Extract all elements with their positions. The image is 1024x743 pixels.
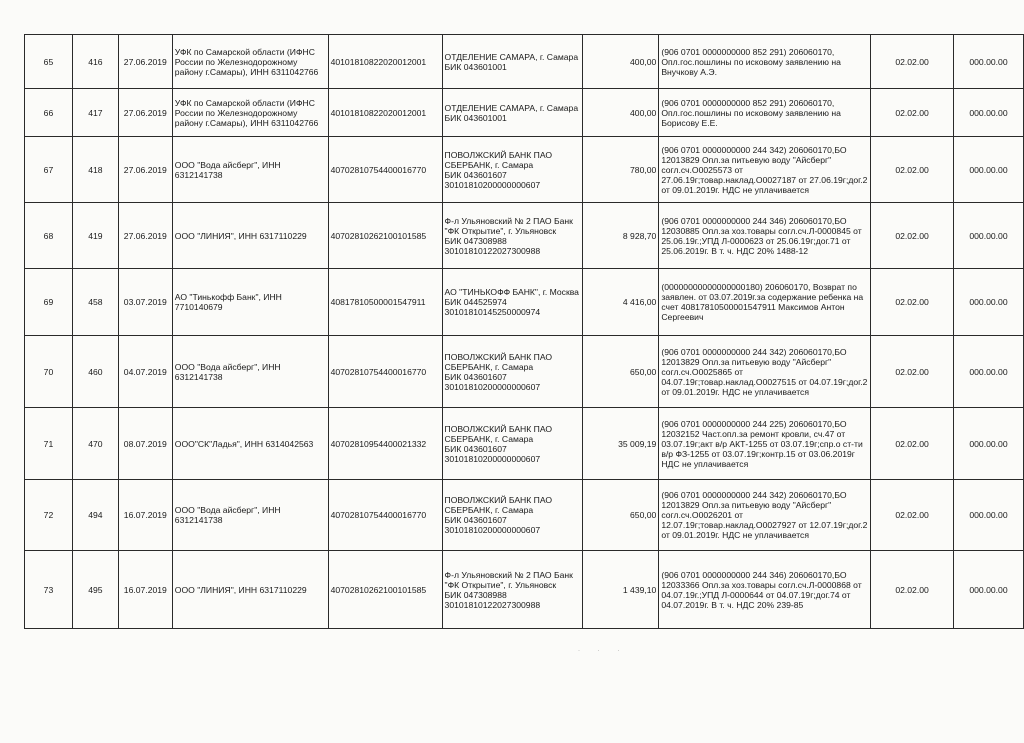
document-number: 470 — [72, 408, 118, 480]
payee-name: ООО "Вода айсберг", ИНН 6312141738 — [172, 137, 328, 203]
account-number: 40702810754400016770 — [328, 480, 442, 551]
classification-code: 02.02.00 — [871, 89, 954, 137]
payment-purpose: (906 0701 0000000000 244 225) 206060170,БО 12032152 Част.опл.за ремонт кровли, сч.47 от 03.07.19г;акт в/р АКТ-1255 от 03.07.19г;спр.о ст-ти в/р ФЗ-1255 от 03.07.19г;контр.15 от 03.06.2019г НДС не уплачивается — [659, 408, 871, 480]
classification-code: 02.02.00 — [871, 480, 954, 551]
payee-name: ООО"СК"Ладья", ИНН 6314042563 — [172, 408, 328, 480]
row-number: 69 — [25, 269, 73, 336]
row-number: 65 — [25, 35, 73, 89]
payment-date: 08.07.2019 — [118, 408, 172, 480]
payment-purpose: (906 0701 0000000000 244 342) 206060170,БО 12013829 Опл.за питьевую воду "Айсберг" согл.сч.О0026201 от 12.07.19г;товар.наклад.О0027927 от 12.07.19г;дог.2 от 09.01.2019г. НДС не уплачивается — [659, 480, 871, 551]
document-number: 419 — [72, 203, 118, 269]
bank-details: ПОВОЛЖСКИЙ БАНК ПАО СБЕРБАНК, г. Самара БИК 043601607 30101810200000000607 — [442, 336, 583, 408]
account-number: 40702810754400016770 — [328, 137, 442, 203]
account-number: 40702810262100101585 — [328, 203, 442, 269]
payment-amount: 1 439,10 — [583, 551, 659, 629]
table-row — [25, 480, 1024, 551]
bank-details: АО "ТИНЬКОФФ БАНК", г. Москва БИК 044525974 30101810145250000974 — [442, 269, 583, 336]
subcode: 000.00.00 — [954, 269, 1024, 336]
table-row — [25, 336, 1024, 408]
payment-amount: 35 009,19 — [583, 408, 659, 480]
table-row — [25, 137, 1024, 203]
payee-name: ООО "ЛИНИЯ", ИНН 6317110229 — [172, 551, 328, 629]
payment-amount: 8 928,70 — [583, 203, 659, 269]
payment-purpose: (906 0701 0000000000 852 291) 206060170, Опл.гос.пошлины по исковому заявлению на Борисову Е.Е. — [659, 89, 871, 137]
table-row — [25, 203, 1024, 269]
payment-purpose: (906 0701 0000000000 244 342) 206060170,БО 12013829 Опл.за питьевую воду "Айсберг" согл.сч.О0025573 от 27.06.19г;товар.наклад.О0027187 от 27.06.19г;дог.2 от 09.01.2019г. НДС не уплачивается — [659, 137, 871, 203]
document-number: 494 — [72, 480, 118, 551]
account-number: 40101810822020012001 — [328, 89, 442, 137]
subcode: 000.00.00 — [954, 89, 1024, 137]
document-number: 495 — [72, 551, 118, 629]
bank-details: ПОВОЛЖСКИЙ БАНК ПАО СБЕРБАНК, г. Самара БИК 043601607 30101810200000000607 — [442, 480, 583, 551]
payee-name: АО "Тинькофф Банк", ИНН 7710140679 — [172, 269, 328, 336]
bank-details: Ф-л Ульяновский № 2 ПАО Банк "ФК Открытие", г. Ульяновск БИК 047308988 30101810122027300988 — [442, 551, 583, 629]
account-number: 40817810500001547911 — [328, 269, 442, 336]
row-number: 72 — [25, 480, 73, 551]
payment-date: 04.07.2019 — [118, 336, 172, 408]
row-number: 71 — [25, 408, 73, 480]
payee-name: УФК по Самарской области (ИФНС России по Железнодорожному району г.Самары), ИНН 6311042766 — [172, 89, 328, 137]
account-number: 40702810262100101585 — [328, 551, 442, 629]
subcode: 000.00.00 — [954, 551, 1024, 629]
payee-name: УФК по Самарской области (ИФНС России по Железнодорожному району г.Самары), ИНН 6311042766 — [172, 35, 328, 89]
bank-details: ПОВОЛЖСКИЙ БАНК ПАО СБЕРБАНК, г. Самара БИК 043601607 30101810200000000607 — [442, 408, 583, 480]
subcode: 000.00.00 — [954, 336, 1024, 408]
payment-date: 03.07.2019 — [118, 269, 172, 336]
bank-details: ОТДЕЛЕНИЕ САМАРА, г. Самара БИК 043601001 — [442, 35, 583, 89]
payee-name: ООО "ЛИНИЯ", ИНН 6317110229 — [172, 203, 328, 269]
classification-code: 02.02.00 — [871, 35, 954, 89]
classification-code: 02.02.00 — [871, 203, 954, 269]
payment-date: 27.06.2019 — [118, 203, 172, 269]
table-row — [25, 551, 1024, 629]
payment-date: 16.07.2019 — [118, 551, 172, 629]
payment-date: 27.06.2019 — [118, 137, 172, 203]
payment-purpose: (906 0701 0000000000 244 346) 206060170,БО 12033366 Опл.за хоз.товары согл.сч.Л-0000868 от 04.07.19г.;УПД Л-0000644 от 04.07.19г;дог.74 от 04.07.2019г. В т. ч. НДС 20% 239-85 — [659, 551, 871, 629]
account-number: 40101810822020012001 — [328, 35, 442, 89]
account-number: 40702810754400016770 — [328, 336, 442, 408]
payment-amount: 650,00 — [583, 336, 659, 408]
row-number: 73 — [25, 551, 73, 629]
row-number: 68 — [25, 203, 73, 269]
table-body — [25, 35, 1024, 629]
payments-table — [24, 34, 1024, 629]
subcode: 000.00.00 — [954, 35, 1024, 89]
document-number: 458 — [72, 269, 118, 336]
subcode: 000.00.00 — [954, 203, 1024, 269]
payment-amount: 650,00 — [583, 480, 659, 551]
classification-code: 02.02.00 — [871, 408, 954, 480]
bank-details: Ф-л Ульяновский № 2 ПАО Банк "ФК Открытие", г. Ульяновск БИК 047308988 30101810122027300988 — [442, 203, 583, 269]
table-row — [25, 408, 1024, 480]
payment-purpose: (906 0701 0000000000 244 346) 206060170,БО 12030885 Опл.за хоз.товары согл.сч.Л-0000845 от 25.06.19г.;УПД Л-0000623 от 25.06.19г;дог.71 от 25.06.2019г. В т. ч. НДС 20% 1488-12 — [659, 203, 871, 269]
document-number: 417 — [72, 89, 118, 137]
subcode: 000.00.00 — [954, 480, 1024, 551]
document-number: 416 — [72, 35, 118, 89]
row-number: 70 — [25, 336, 73, 408]
payment-date: 27.06.2019 — [118, 89, 172, 137]
subcode: 000.00.00 — [954, 408, 1024, 480]
payee-name: ООО "Вода айсберг", ИНН 6312141738 — [172, 480, 328, 551]
document-number: 418 — [72, 137, 118, 203]
table-row — [25, 269, 1024, 336]
classification-code: 02.02.00 — [871, 551, 954, 629]
payment-purpose: (00000000000000000180) 206060170, Возврат по заявлен. от 03.07.2019г.за содержание ребенка на счет 40817810500001547911 Максимов Антон Сергеевич — [659, 269, 871, 336]
account-number: 40702810954400021332 — [328, 408, 442, 480]
table-row — [25, 35, 1024, 89]
classification-code: 02.02.00 — [871, 269, 954, 336]
bank-details: ОТДЕЛЕНИЕ САМАРА, г. Самара БИК 043601001 — [442, 89, 583, 137]
payment-amount: 400,00 — [583, 89, 659, 137]
payment-amount: 4 416,00 — [583, 269, 659, 336]
row-number: 67 — [25, 137, 73, 203]
payee-name: ООО "Вода айсберг", ИНН 6312141738 — [172, 336, 328, 408]
payment-date: 16.07.2019 — [118, 480, 172, 551]
row-number: 66 — [25, 89, 73, 137]
classification-code: 02.02.00 — [871, 336, 954, 408]
payment-date: 27.06.2019 — [118, 35, 172, 89]
subcode: 000.00.00 — [954, 137, 1024, 203]
classification-code: 02.02.00 — [871, 137, 954, 203]
document-number: 460 — [72, 336, 118, 408]
bank-details: ПОВОЛЖСКИЙ БАНК ПАО СБЕРБАНК, г. Самара БИК 043601607 30101810200000000607 — [442, 137, 583, 203]
table-row — [25, 89, 1024, 137]
scan-specks: · · · — [578, 648, 628, 654]
payment-purpose: (906 0701 0000000000 244 342) 206060170,БО 12013829 Опл.за питьевую воду "Айсберг" согл.сч.О0025865 от 04.07.19г;товар.наклад.О0027515 от 04.07.19г;дог.2 от 09.01.2019г. НДС не уплачивается — [659, 336, 871, 408]
payment-purpose: (906 0701 0000000000 852 291) 206060170, Опл.гос.пошлины по исковому заявлению на Внучкову А.Э. — [659, 35, 871, 89]
payment-amount: 400,00 — [583, 35, 659, 89]
payment-amount: 780,00 — [583, 137, 659, 203]
